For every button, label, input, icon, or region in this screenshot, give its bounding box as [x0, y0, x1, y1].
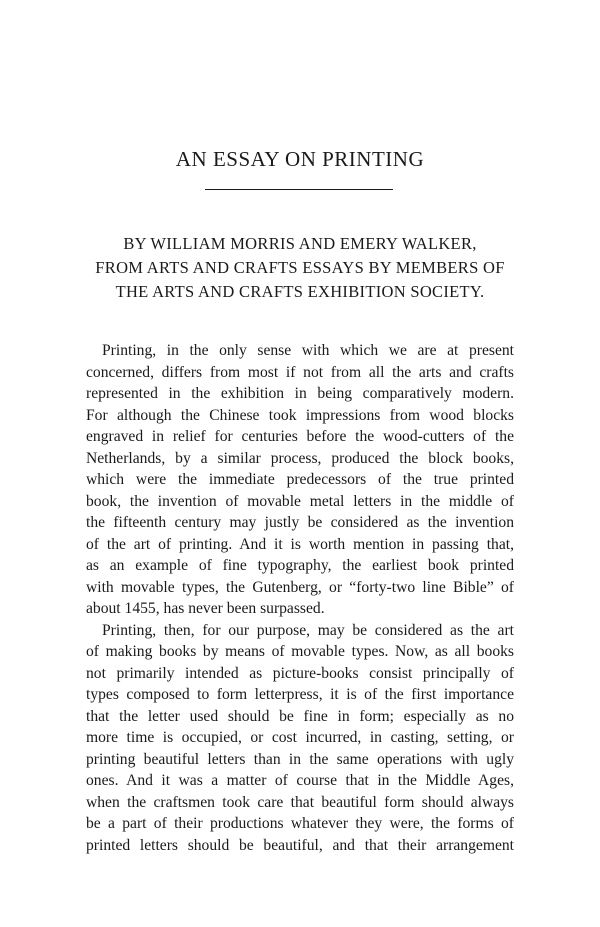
essay-body — [86, 340, 514, 856]
page-title: AN ESSAY ON PRINTING — [175, 147, 425, 171]
text-line: Printing, in the only sense with which we are at present — [102, 342, 514, 359]
byline-line: THE ARTS AND CRAFTS EXHIBITION SOCIETY. — [115, 282, 485, 301]
text-line: ones. And it was a matter of course that in the Middle Ages, — [86, 772, 514, 789]
text-line: not primarily intended as picture-books consist principally of — [86, 664, 514, 682]
text-line: the fifteenth century may justly be considered as the invention — [86, 514, 514, 531]
text-line: printed letters should be beautiful, and that their arrangement — [86, 836, 514, 854]
paragraph — [86, 620, 514, 857]
text-line: with movable types, the Gutenberg, or “forty-two line Bible” of — [86, 578, 514, 596]
text-line: about 1455, has never been surpassed. — [86, 600, 325, 617]
text-line: of making books by means of movable types. Now, as all books — [86, 643, 514, 660]
text-line: that the letter used should be fine in form; especially as no — [86, 707, 514, 725]
text-line: concerned, differs from most if not from all the arts and crafts — [86, 363, 514, 381]
text-line: engraved in relief for centuries before the wood-cutters of the — [86, 428, 514, 445]
byline-line: FROM ARTS AND CRAFTS ESSAYS BY MEMBERS OF — [95, 258, 505, 277]
byline — [0, 232, 600, 304]
text-line: which were the immediate predecessors of the true printed — [86, 471, 514, 488]
title-divider — [205, 189, 393, 190]
text-line: printing beautiful letters than in the same operations with ugly — [86, 750, 514, 768]
paragraph — [86, 340, 514, 620]
text-line: represented in the exhibition in being comparatively modern. — [86, 385, 514, 402]
byline-line: BY WILLIAM MORRIS AND EMERY WALKER, — [123, 234, 477, 253]
text-line: Printing, then, for our purpose, may be considered as the art — [102, 621, 514, 639]
text-line: be a part of their productions whatever they were, the forms of — [86, 815, 514, 832]
text-line: as an example of fine typography, the earliest book printed — [86, 557, 514, 574]
text-line: book, the invention of movable metal letters in the middle of — [86, 492, 514, 510]
text-line: when the craftsmen took care that beautiful form should always — [86, 793, 514, 811]
text-line: more time is occupied, or cost incurred, in casting, setting, or — [86, 729, 514, 746]
text-line: Netherlands, by a similar process, produced the block books, — [86, 449, 514, 467]
text-line: of the art of printing. And it is worth mention in passing that, — [86, 535, 514, 553]
text-line: types composed to form letterpress, it is of the first importance — [86, 686, 514, 703]
text-line: For although the Chinese took impressions from wood blocks — [86, 406, 514, 424]
